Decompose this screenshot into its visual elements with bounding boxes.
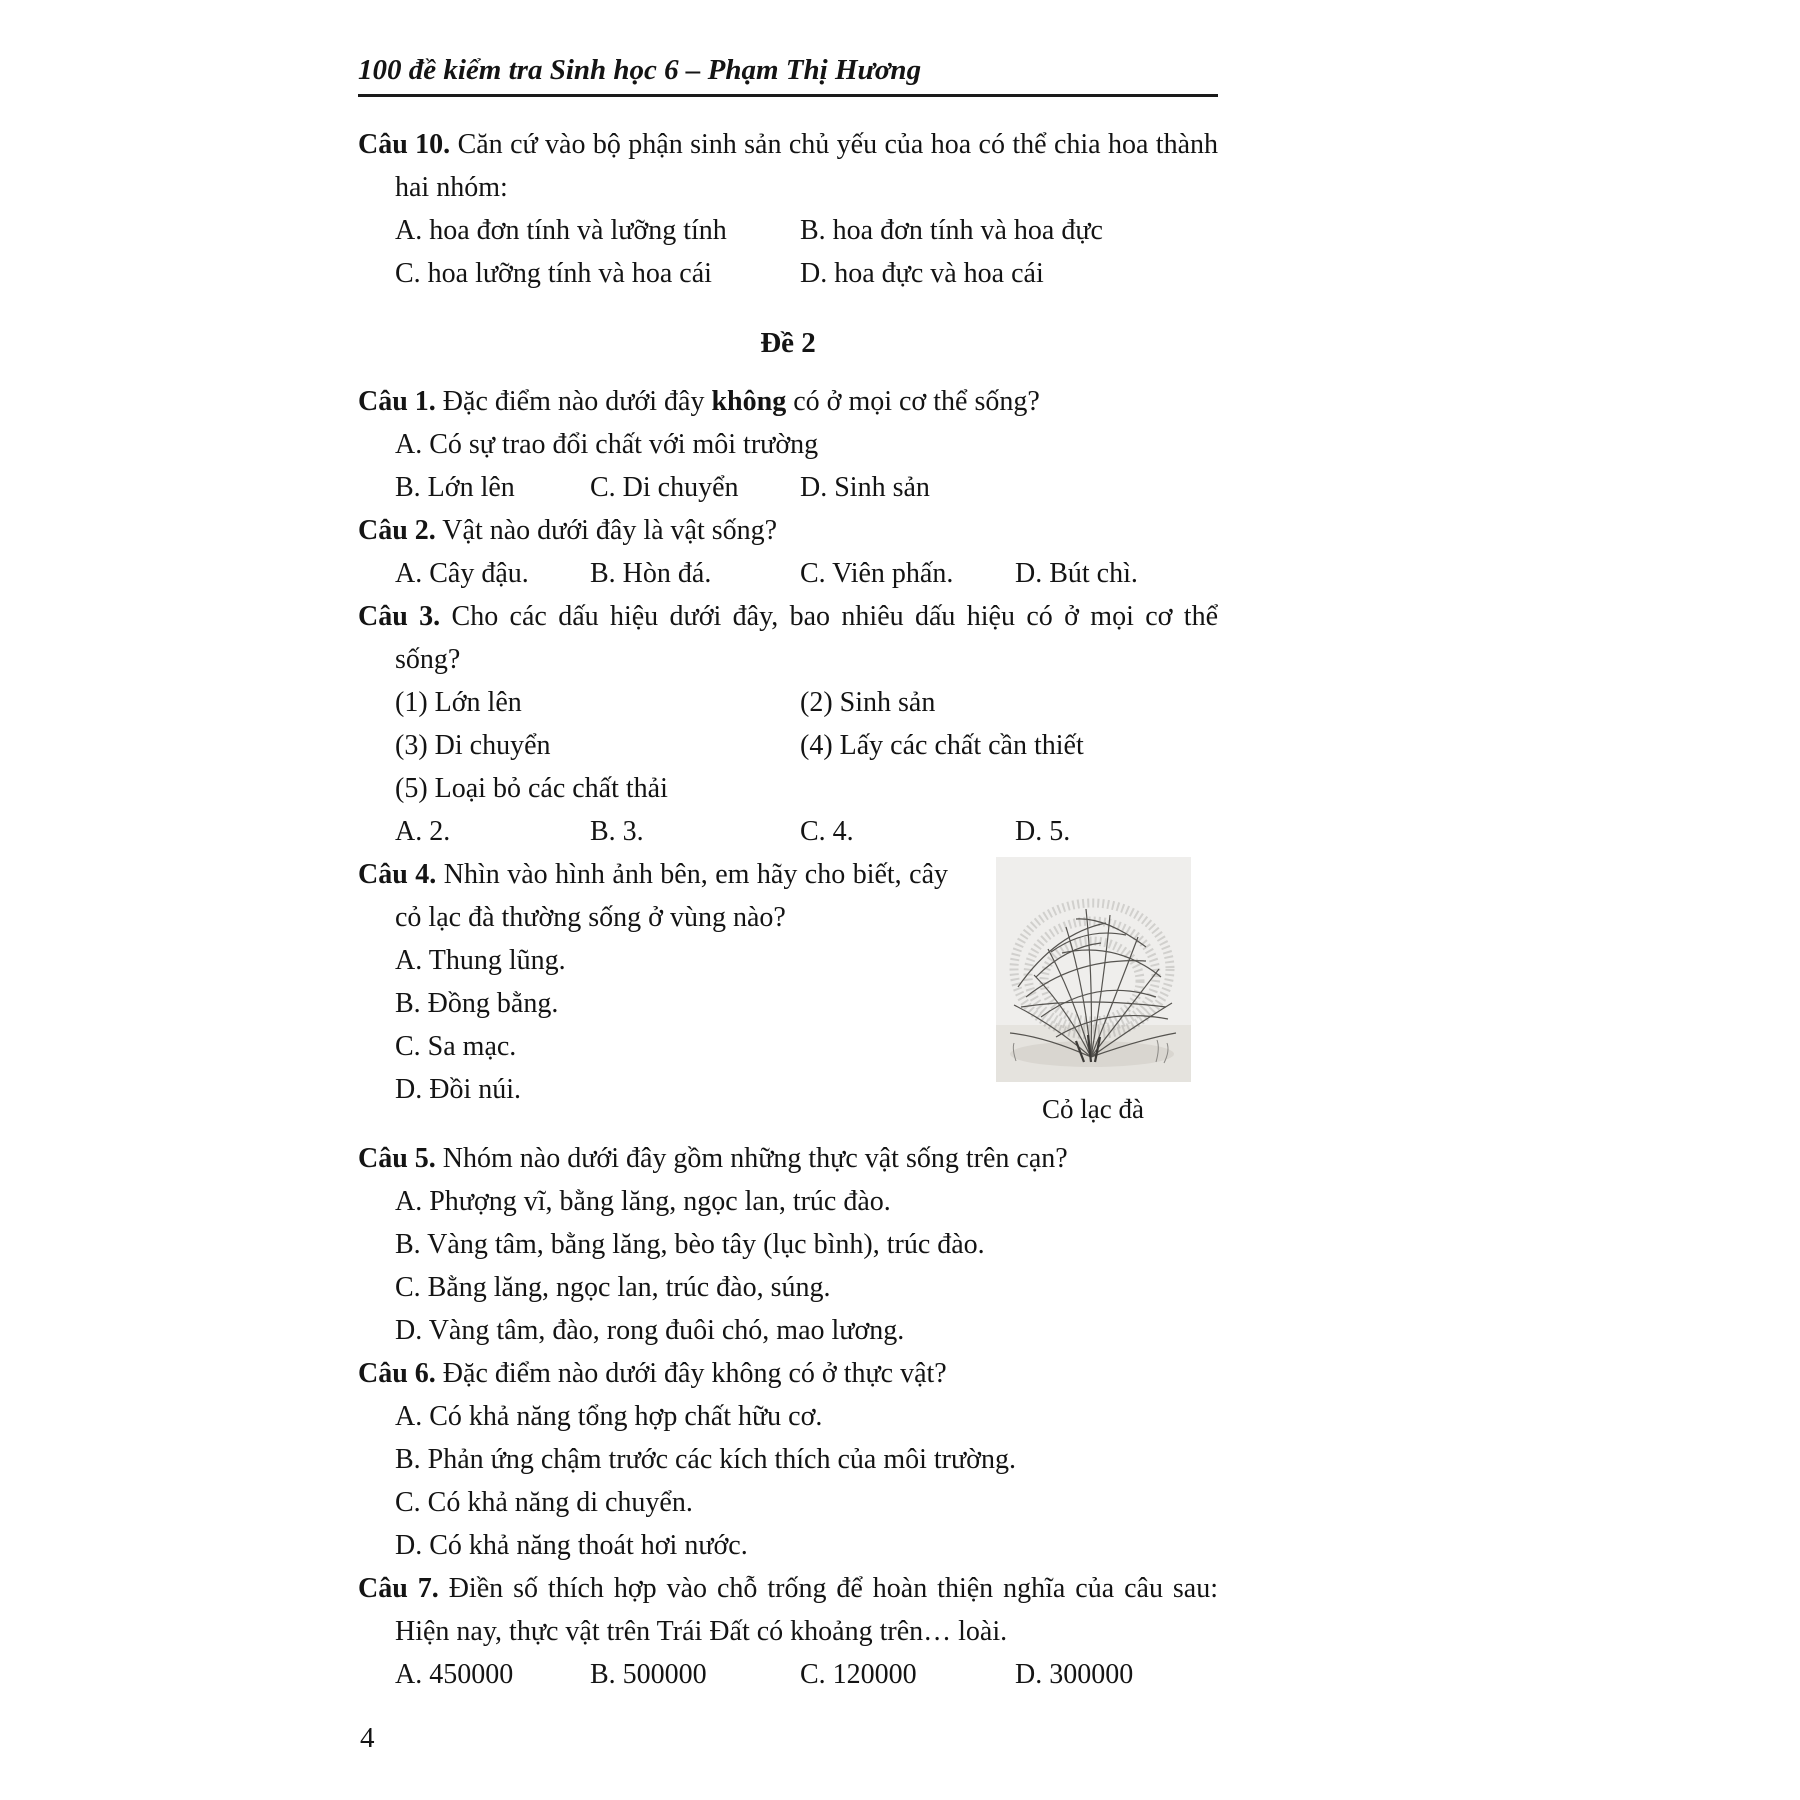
option-a: A. Cây đậu.: [395, 558, 529, 589]
option-c: C. Có khả năng di chuyển.: [395, 1487, 693, 1518]
question-2-options-row: [395, 552, 1218, 595]
option-a: A. Có sự trao đổi chất với môi trường: [395, 429, 819, 460]
question-3-signs-row-1: [395, 681, 1218, 724]
question-5-text: Nhóm nào dưới đây gồm những thực vật sống trên cạn?: [442, 1143, 1068, 1174]
question-10-text: Căn cứ vào bộ phận sinh sản chủ yếu của hoa có thể chia hoa thành hai nhóm:: [395, 129, 1219, 203]
sign-5: (5) Loại bỏ các chất thải: [395, 773, 668, 804]
question-10-label: Câu 10.: [358, 129, 451, 160]
option-d: D. Có khả năng thoát hơi nước.: [395, 1530, 748, 1561]
option-c: C. Di chuyển: [590, 472, 739, 503]
page-header: [358, 54, 1218, 97]
option-c: C. Sa mạc.: [395, 1031, 517, 1062]
sign-3: (3) Di chuyển: [395, 730, 551, 761]
question-3: [358, 595, 1218, 681]
option-c: C. 120000: [800, 1659, 917, 1690]
option-b: B. Hòn đá.: [590, 558, 712, 589]
question-10: [358, 123, 1218, 209]
option-b: B. 500000: [590, 1659, 707, 1690]
option-a: A. Thung lũng.: [395, 945, 566, 976]
question-6-label: Câu 6.: [358, 1358, 436, 1389]
option-c: C. hoa lưỡng tính và hoa cái: [395, 258, 712, 289]
question-3-label: Câu 3.: [358, 601, 441, 632]
question-1-text-pre: Đặc điểm nào dưới đây: [442, 386, 712, 417]
question-4-label: Câu 4.: [358, 859, 437, 890]
option-a: A. Có khả năng tổng hợp chất hữu cơ.: [395, 1401, 823, 1432]
option-b: B. Vàng tâm, bằng lăng, bèo tây (lục bình), trúc đào.: [395, 1229, 985, 1260]
option-c: C. Bằng lăng, ngọc lan, trúc đào, súng.: [395, 1272, 831, 1303]
question-3-signs-row-2: [395, 724, 1218, 767]
question-7: [358, 1567, 1218, 1653]
option-d: D. hoa đực và hoa cái: [800, 258, 1044, 289]
question-10-options-row-1: [395, 209, 1218, 252]
section-heading: Đề 2: [760, 327, 816, 359]
option-b: B. hoa đơn tính và hoa đực: [800, 215, 1103, 246]
question-5-label: Câu 5.: [358, 1143, 436, 1174]
option-a: A. 2.: [395, 816, 451, 847]
option-d: D. 300000: [1015, 1659, 1134, 1690]
option-c: C. Viên phấn.: [800, 558, 954, 589]
page-number: 4: [360, 1722, 375, 1754]
option-b: B. Đồng bằng.: [395, 988, 559, 1019]
question-1: [358, 380, 1218, 423]
option-d: D. Sinh sản: [800, 472, 930, 503]
option-a: A. Phượng vĩ, bằng lăng, ngọc lan, trúc đào.: [395, 1186, 891, 1217]
question-1-options-row: [395, 466, 1218, 509]
sign-4: (4) Lấy các chất cần thiết: [800, 730, 1084, 761]
question-2: [358, 509, 1218, 552]
question-4-text: Nhìn vào hình ảnh bên, em hãy cho biết, cây cỏ lạc đà thường sống ở vùng nào?: [395, 859, 949, 933]
question-3-options-row: [395, 810, 1218, 853]
question-1-text-bold: không: [711, 386, 787, 417]
question-2-text: Vật nào dưới đây là vật sống?: [442, 515, 778, 546]
running-head: 100 đề kiểm tra Sinh học 6 – Phạm Thị Hương: [358, 54, 922, 86]
question-1-text-post: có ở mọi cơ thể sống?: [786, 386, 1040, 417]
question-2-label: Câu 2.: [358, 515, 436, 546]
page-content: [358, 123, 1218, 1696]
figure-caption: Cỏ lạc đà: [1042, 1094, 1144, 1124]
question-7-options-row: [395, 1653, 1218, 1696]
question-6-text: Đặc điểm nào dưới đây không có ở thực vật?: [442, 1358, 947, 1389]
camel-thorn-figure: [968, 857, 1218, 1131]
camel-thorn-photo: [996, 857, 1191, 1082]
question-5: [358, 1137, 1218, 1180]
option-a: A. hoa đơn tính và lưỡng tính: [395, 215, 727, 246]
option-a: A. 450000: [395, 1659, 514, 1690]
option-d: D. Vàng tâm, đào, rong đuôi chó, mao lương.: [395, 1315, 905, 1346]
option-d: D. 5.: [1015, 816, 1071, 847]
option-c: C. 4.: [800, 816, 854, 847]
question-10-options-row-2: [395, 252, 1218, 295]
question-1-label: Câu 1.: [358, 386, 436, 417]
option-b: B. 3.: [590, 816, 644, 847]
question-7-label: Câu 7.: [358, 1573, 439, 1604]
option-b: B. Lớn lên: [395, 472, 515, 503]
question-3-text: Cho các dấu hiệu dưới đây, bao nhiêu dấu hiệu có ở mọi cơ thể sống?: [395, 601, 1219, 675]
option-b: B. Phản ứng chậm trước các kích thích của môi trường.: [395, 1444, 1016, 1475]
sign-1: (1) Lớn lên: [395, 687, 522, 718]
question-7-text: Điền số thích hợp vào chỗ trống để hoàn thiện nghĩa của câu sau: Hiện nay, thực vật trên Trái Đất có khoảng trên… loài.: [395, 1573, 1218, 1647]
question-6: [358, 1352, 1218, 1395]
sign-2: (2) Sinh sản: [800, 687, 936, 718]
option-d: D. Bút chì.: [1015, 558, 1138, 589]
option-d: D. Đồi núi.: [395, 1074, 521, 1105]
